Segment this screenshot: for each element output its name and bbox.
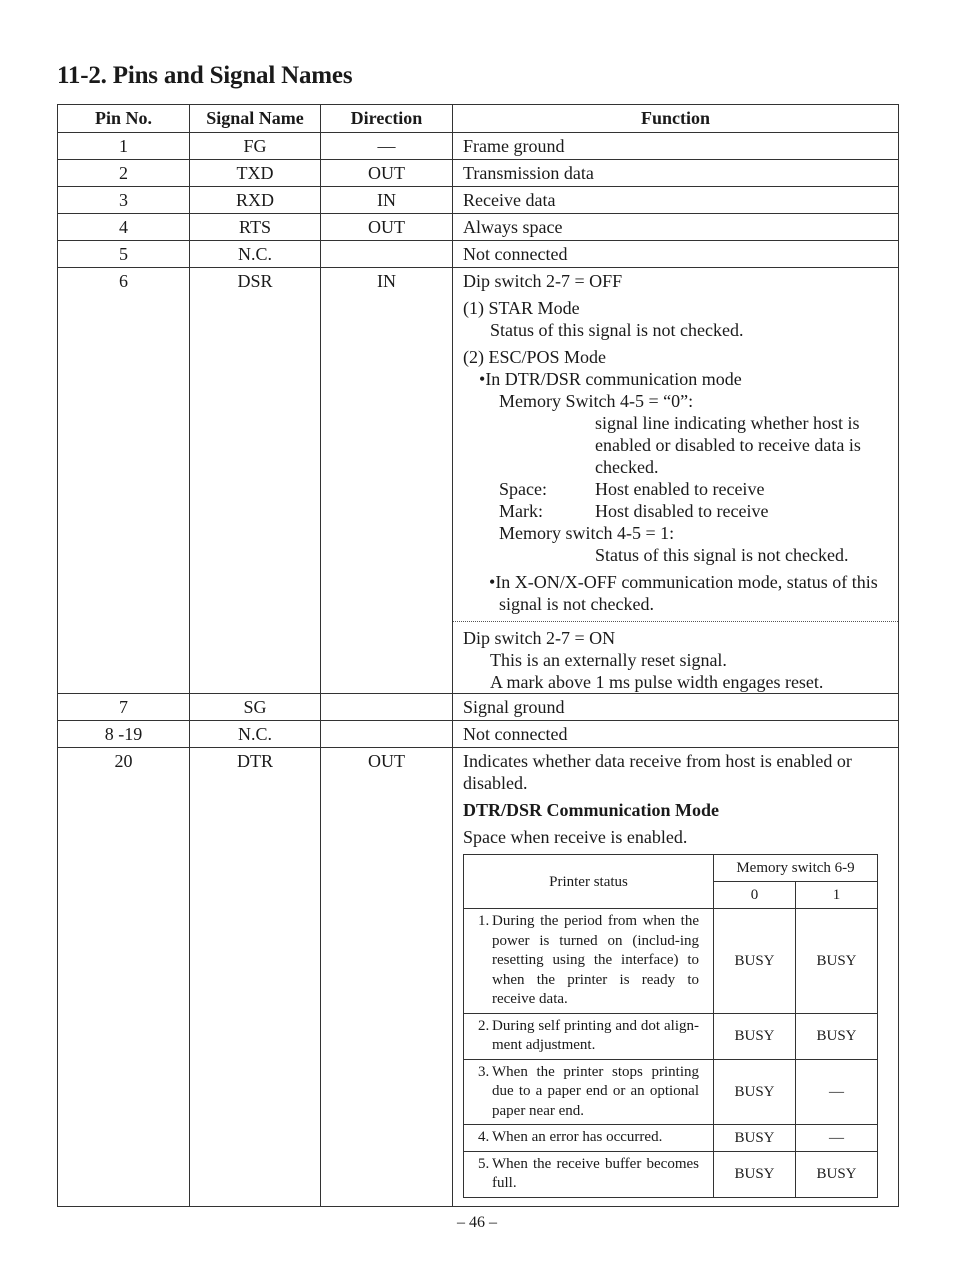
- space-value: Host enabled to receive: [595, 479, 765, 499]
- status-number: 4.: [478, 1129, 490, 1145]
- pin-cell: 2: [58, 160, 190, 187]
- function-cell: Receive data: [453, 187, 899, 214]
- signal-cell: DSR: [190, 268, 321, 694]
- status-text: When an error has occurred.: [492, 1129, 663, 1145]
- dtr-description: Indicates whether data receive from host is enabled or disabled.: [463, 751, 852, 793]
- table-row: [58, 133, 899, 160]
- dtr-space-note: Space when receive is enabled.: [463, 827, 688, 847]
- col-header-pin: Pin No.: [58, 105, 190, 133]
- col-header-function: Function: [453, 105, 899, 133]
- memory-switch-0: Memory Switch 4-5 = “0”:: [499, 391, 694, 411]
- status-row: [464, 1013, 878, 1059]
- status-value-0: BUSY: [714, 1125, 796, 1152]
- status-number: 1.: [478, 913, 490, 929]
- direction-cell: IN: [321, 268, 453, 694]
- status-value-0: BUSY: [714, 1059, 796, 1125]
- status-value-1: BUSY: [796, 1013, 878, 1059]
- col-0-header: 0: [714, 882, 796, 909]
- star-mode-note: Status of this signal is not checked.: [490, 320, 744, 340]
- pin-cell: 3: [58, 187, 190, 214]
- dtr-mode-title: DTR/DSR Communication Mode: [463, 800, 720, 820]
- status-value-1: BUSY: [796, 1151, 878, 1197]
- status-text: When the printer stops printing due to a paper end or an optional paper near end.: [492, 1063, 699, 1119]
- status-value-1: BUSY: [796, 909, 878, 1014]
- bullet-xon-mode: •In X-ON/X-OFF communication mode, status of this signal is not checked.: [489, 572, 878, 614]
- pin-cell: 7: [58, 694, 190, 721]
- status-number: 2.: [478, 1017, 490, 1034]
- status-value-0: BUSY: [714, 1013, 796, 1059]
- mark-row: [463, 500, 886, 522]
- pin-cell: 8 -19: [58, 721, 190, 748]
- direction-cell: [321, 241, 453, 268]
- function-cell: Signal ground: [453, 694, 899, 721]
- status-value-1: —: [796, 1125, 878, 1152]
- col-1-header: 1: [796, 882, 878, 909]
- signal-cell: N.C.: [190, 241, 321, 268]
- status-text: During self printing and dot align-ment adjustment.: [492, 1017, 699, 1053]
- status-row: [464, 909, 878, 1014]
- function-cell: Not connected: [453, 241, 899, 268]
- pin-cell: 1: [58, 133, 190, 160]
- pin-cell: 6: [58, 268, 190, 694]
- signal-cell: RXD: [190, 187, 321, 214]
- page-number: – 46 –: [457, 1214, 497, 1231]
- bullet-text: In DTR/DSR communication mode: [485, 369, 742, 389]
- space-key: Space:: [499, 479, 547, 499]
- memory-switch-0-desc: signal line indicating whether host is enabled or disabled to receive data is checked.: [595, 413, 861, 477]
- direction-cell: [321, 694, 453, 721]
- signal-cell: TXD: [190, 160, 321, 187]
- star-mode-label: (1) STAR Mode: [463, 298, 580, 318]
- table-row: [58, 241, 899, 268]
- page-title: 11-2. Pins and Signal Names: [57, 62, 353, 89]
- status-row: [464, 1059, 878, 1125]
- function-cell: Transmission data: [453, 160, 899, 187]
- memory-switch-1-desc: Status of this signal is not checked.: [595, 545, 849, 565]
- direction-cell: IN: [321, 187, 453, 214]
- status-row: [464, 1125, 878, 1152]
- status-value-0: BUSY: [714, 909, 796, 1014]
- dip-on-line1: This is an externally reset signal.: [490, 650, 727, 670]
- dip-on-title: Dip switch 2-7 = ON: [463, 628, 616, 648]
- table-row-dtr: [58, 748, 899, 1207]
- signal-cell: FG: [190, 133, 321, 160]
- direction-cell: [321, 721, 453, 748]
- function-cell: [453, 268, 899, 694]
- dip-on-line2: A mark above 1 ms pulse width engages reset.: [490, 672, 824, 692]
- printer-status-header: Printer status: [464, 855, 714, 909]
- table-row: [58, 160, 899, 187]
- memory-switch-header: Memory switch 6-9: [714, 855, 878, 882]
- mark-key: Mark:: [499, 501, 543, 521]
- signal-cell: RTS: [190, 214, 321, 241]
- pin-cell: 20: [58, 748, 190, 1207]
- escpos-mode-label: (2) ESC/POS Mode: [463, 347, 607, 367]
- table-row: [58, 721, 899, 748]
- bullet-text: In X-ON/X-OFF communication mode, status of this signal is not checked.: [495, 572, 878, 614]
- signal-cell: SG: [190, 694, 321, 721]
- table-row: [58, 187, 899, 214]
- table-row-dsr: [58, 268, 899, 694]
- memory-switch-table: [463, 854, 878, 1198]
- status-number: 5.: [478, 1155, 490, 1172]
- table-header-row: [58, 105, 899, 133]
- function-cell: [453, 748, 899, 1207]
- signal-cell: DTR: [190, 748, 321, 1207]
- pin-cell: 4: [58, 214, 190, 241]
- pin-cell: 5: [58, 241, 190, 268]
- col-header-direction: Direction: [321, 105, 453, 133]
- bullet-dtr-mode: •In DTR/DSR communication mode: [479, 369, 742, 389]
- status-number: 3.: [478, 1063, 490, 1080]
- function-cell: Frame ground: [453, 133, 899, 160]
- function-cell: Always space: [453, 214, 899, 241]
- status-row: [464, 1151, 878, 1197]
- status-text: When the receive buffer becomes full.: [492, 1155, 699, 1191]
- direction-cell: —: [321, 133, 453, 160]
- direction-cell: OUT: [321, 160, 453, 187]
- space-row: [463, 478, 886, 500]
- dip-off-title: Dip switch 2-7 = OFF: [463, 271, 623, 291]
- signal-cell: N.C.: [190, 721, 321, 748]
- function-cell: Not connected: [453, 721, 899, 748]
- mark-value: Host disabled to receive: [595, 501, 769, 521]
- table-row: [58, 214, 899, 241]
- status-value-0: BUSY: [714, 1151, 796, 1197]
- status-value-1: —: [796, 1059, 878, 1125]
- table-row: [58, 694, 899, 721]
- pins-table: [57, 104, 899, 1207]
- direction-cell: OUT: [321, 214, 453, 241]
- status-text: During the period from when the power is turned on (includ-ing resetting using the interface) to when the printer is ready to receive data.: [492, 913, 699, 1007]
- col-header-signal: Signal Name: [190, 105, 321, 133]
- memory-switch-1: Memory switch 4-5 = 1:: [499, 523, 675, 543]
- direction-cell: OUT: [321, 748, 453, 1207]
